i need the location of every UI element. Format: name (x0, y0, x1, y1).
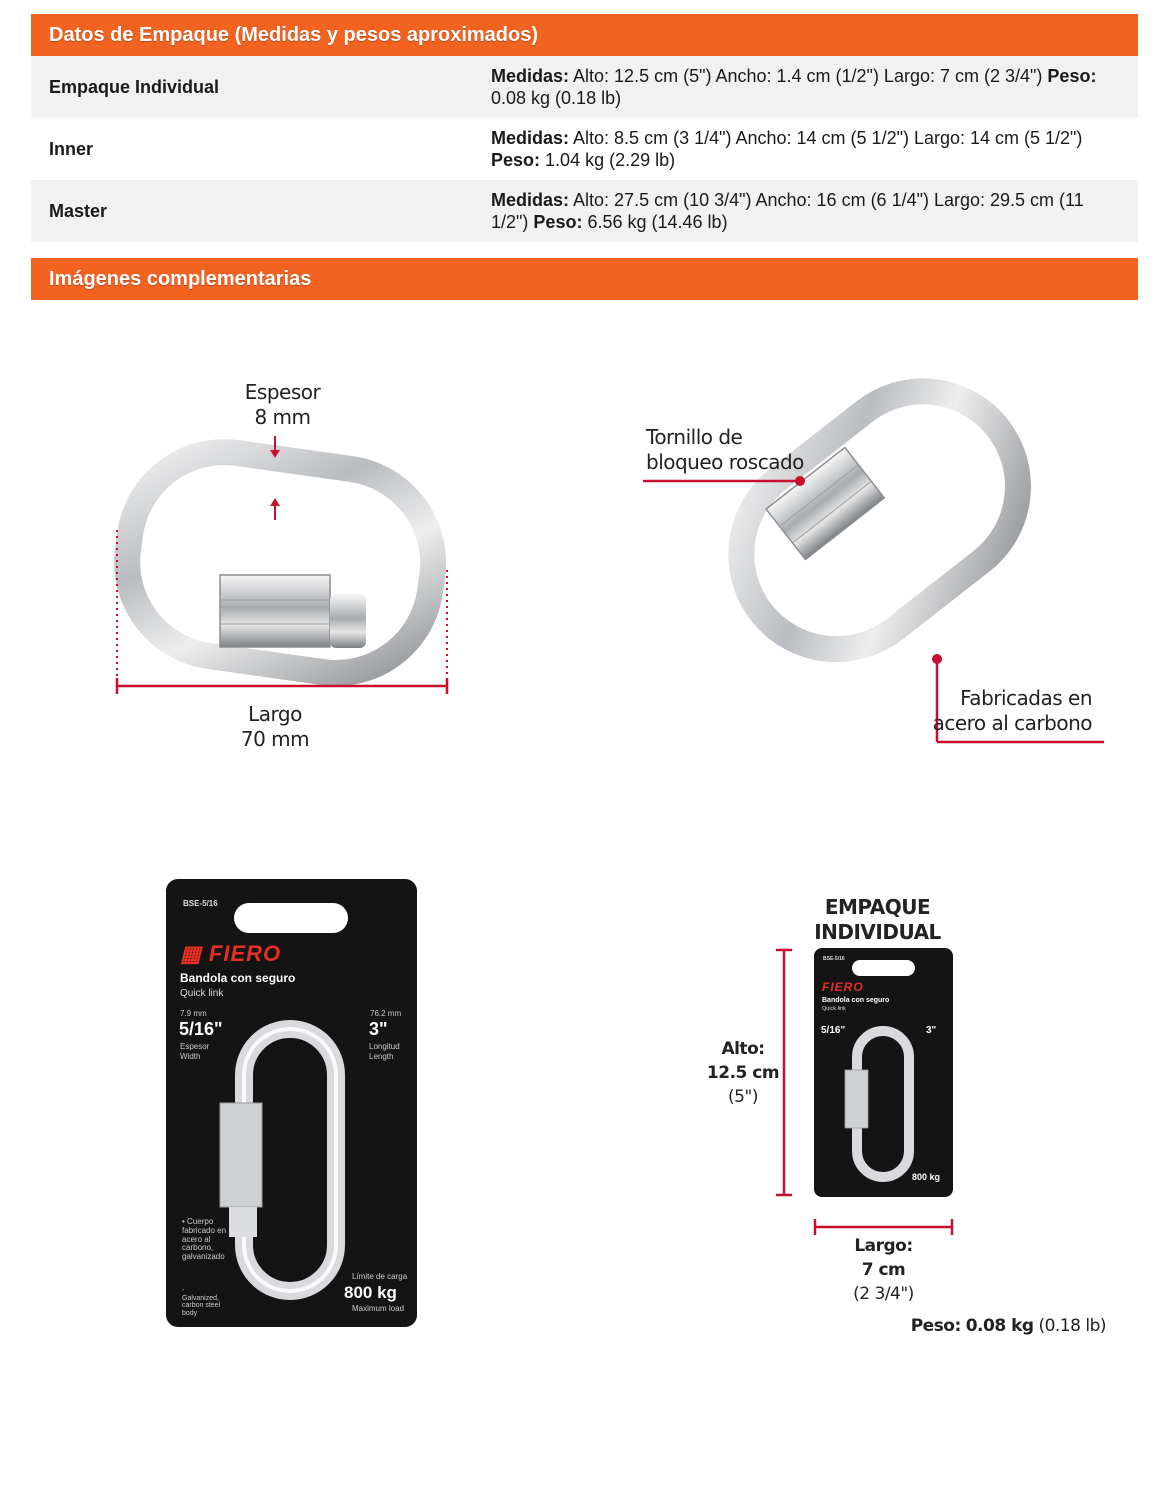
largo-value: 70 mm (240, 727, 310, 751)
images-header: Imágenes complementarias (31, 258, 1138, 300)
acero-line-2: acero al carbono (932, 711, 1092, 735)
alto-value: 12.5 cm (706, 1063, 780, 1083)
load-limit-label: Límite de carga (352, 1272, 408, 1281)
peso-label: Peso: (491, 150, 541, 170)
package-quick-link (814, 948, 953, 1197)
espesor-mm: 7.9 mm (180, 1009, 207, 1018)
tornillo-label (646, 425, 846, 475)
package-bullet-es: • Cuerpo fabricado en acero al carbono, galvanizado (182, 1217, 227, 1262)
espesor-in: 5/16" (179, 1019, 223, 1039)
medidas-value: Alto: 27.5 cm (10 3/4") Ancho: 16 cm (6 1/4") Largo: 29.5 cm (11 1/2") (491, 190, 1084, 232)
load-value: 800 kg (912, 1172, 941, 1182)
tornillo-line-1: Tornillo de (646, 425, 743, 449)
acero-line-1: Fabricadas en (960, 686, 1092, 710)
espesor-es: Espesor (180, 1042, 210, 1051)
package-name: Master (49, 200, 108, 221)
brand-name: FIERO (822, 980, 864, 994)
alto-label (700, 1037, 786, 1109)
package-sku: BSE-5/16 (183, 899, 218, 908)
espesor-value: 8 mm (254, 405, 311, 429)
espesor-en: Width (180, 1052, 201, 1061)
peso-summary-lb: (0.18 lb) (1038, 1316, 1106, 1336)
peso-label: Peso: (533, 212, 583, 232)
largo-package-value: 7 cm (861, 1260, 906, 1280)
packaging-header: Datos de Empaque (Medidas y pesos aproximados) (31, 14, 1138, 56)
largo-package-label (836, 1234, 931, 1306)
package-subtitle: Quick link (180, 988, 224, 999)
medidas-label: Medidas: (491, 128, 570, 148)
peso-value: 0.08 kg (0.18 lb) (491, 88, 622, 108)
product-package-large (166, 879, 417, 1327)
load-label-en: Maximum load (352, 1304, 405, 1313)
brand-icon: ▦ (180, 941, 202, 966)
espesor-text: Espesor (244, 380, 321, 404)
peso-summary-label: Peso: (910, 1316, 961, 1336)
medidas-value: Alto: 8.5 cm (3 1/4") Ancho: 14 cm (5 1/2") Largo: 14 cm (5 1/2") (573, 128, 1083, 148)
alto-inches: (5") (728, 1087, 758, 1107)
largo-label (215, 702, 335, 752)
largo-text: Largo (248, 702, 302, 726)
load-value: 800 kg (344, 1283, 397, 1302)
package-sku: BSE-5/16 (823, 956, 845, 962)
peso-summary (880, 1314, 1106, 1339)
empaque-individual-title: EMPAQUE INDIVIDUAL (814, 895, 941, 944)
longitud-mm: 76.2 mm (370, 1009, 402, 1018)
medidas-value: Alto: 12.5 cm (5") Ancho: 1.4 cm (1/2") Largo: 7 cm (2 3/4") (573, 66, 1043, 86)
largo-package-dimension-line (815, 1219, 952, 1235)
largo-package-text: Largo: (854, 1236, 913, 1256)
product-package-small (814, 948, 953, 1197)
brand-name: FIERO (208, 941, 282, 966)
package-title: Bandola con seguro (180, 971, 296, 985)
longitud-en: Length (369, 1052, 394, 1061)
package-bullet-en: - Galvanized, carbon steel body (182, 1287, 221, 1318)
peso-value: 1.04 kg (2.29 lb) (545, 150, 676, 170)
acero-label (920, 686, 1092, 736)
quick-link-photo-right (703, 353, 1056, 687)
peso-value: 6.56 kg (14.46 lb) (587, 212, 728, 232)
medidas-label: Medidas: (491, 66, 570, 86)
alto-text: Alto: (721, 1039, 765, 1059)
package-name: Empaque Individual (49, 76, 220, 97)
peso-label: Peso: (1047, 66, 1097, 86)
longitud-in: 3" (369, 1019, 388, 1039)
quick-link-photo-left (115, 440, 446, 685)
tornillo-line-2: bloqueo roscado (646, 450, 804, 474)
medidas-label: Medidas: (491, 190, 570, 210)
longitud-in: 3" (926, 1025, 937, 1036)
package-title: Bandola con seguro (822, 997, 890, 1004)
package-name: Inner (49, 138, 94, 159)
largo-package-inches: (2 3/4") (853, 1284, 914, 1304)
package-subtitle: Quick link (822, 1006, 846, 1012)
longitud-es: Longitud (369, 1042, 400, 1051)
peso-summary-value: 0.08 kg (965, 1316, 1034, 1336)
espesor-in: 5/16" (821, 1025, 846, 1036)
